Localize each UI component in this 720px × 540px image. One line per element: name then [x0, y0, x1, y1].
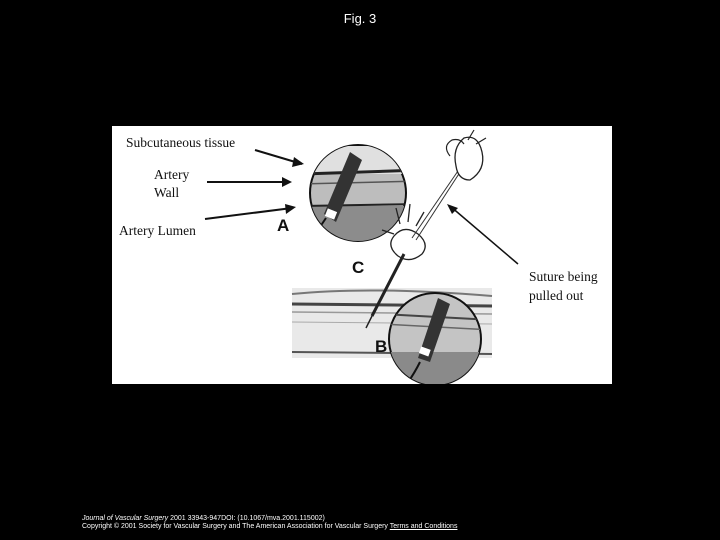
label-subcutaneous-tissue: Subcutaneous tissue — [126, 135, 236, 150]
journal-name: Journal of Vascular Surgery — [82, 515, 169, 522]
copyright-line — [82, 523, 522, 531]
arrow-artery-wall — [207, 177, 292, 187]
figure-footer — [82, 515, 522, 531]
citation-line — [82, 515, 522, 523]
label-artery-lumen: Artery Lumen — [119, 223, 196, 238]
label-suture-line1: Suture being — [529, 269, 598, 284]
panel-letter-a: A — [277, 216, 290, 235]
figure-title: Fig. 3 — [343, 11, 377, 26]
arrow-suture — [447, 204, 518, 264]
terms-link[interactable]: Terms and Conditions — [389, 523, 458, 530]
copyright-text: Copyright © 2001 Society for Vascular Surgery and The American Association for Vascular Surgery — [82, 523, 388, 530]
label-wall: Wall — [154, 185, 180, 200]
figure-illustration — [112, 126, 612, 384]
panel-letter-b: B — [375, 337, 388, 356]
panel-letter-c: C — [352, 258, 365, 277]
label-artery: Artery — [154, 167, 190, 182]
arrow-subcutaneous — [255, 150, 304, 167]
citation-text: 2001 33943-947DOI: (10.1067/mva.2001.115002) — [168, 515, 325, 522]
label-suture-line2: pulled out — [529, 288, 584, 303]
illustration-drawing — [112, 126, 612, 384]
